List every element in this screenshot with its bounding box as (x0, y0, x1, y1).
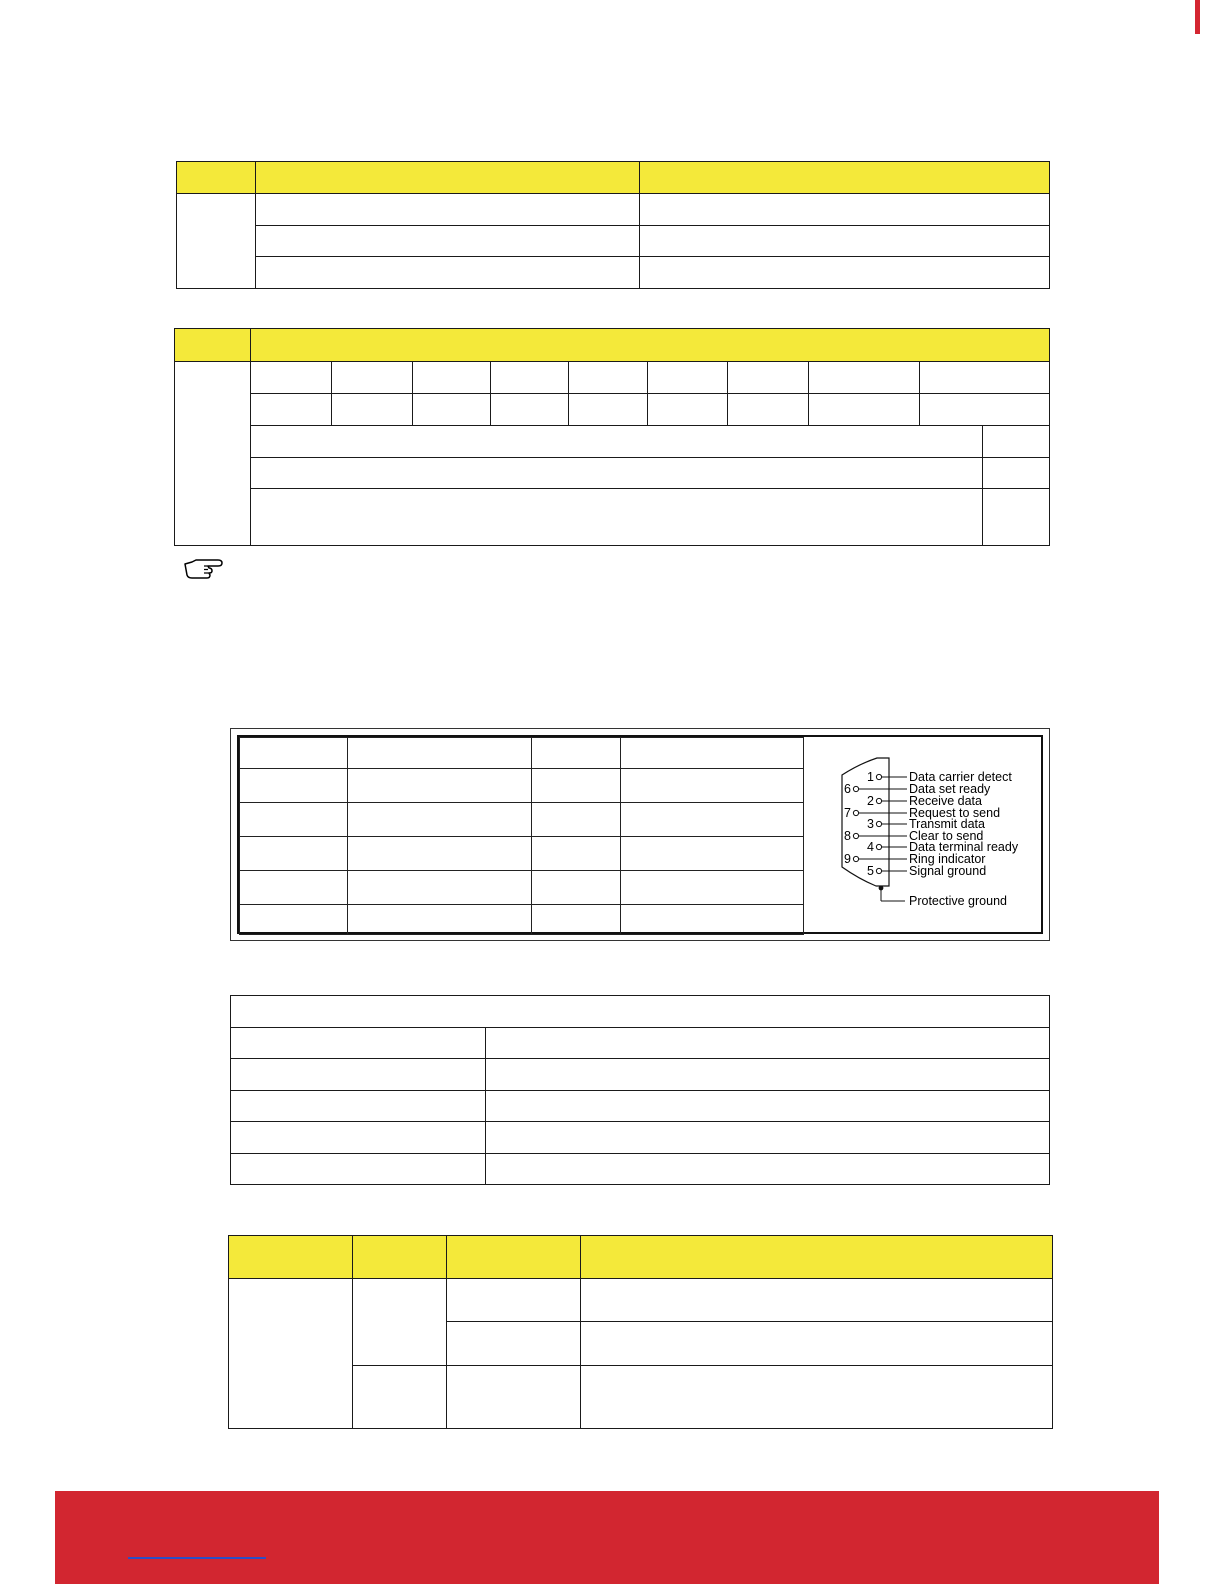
table-2-cell (251, 458, 983, 489)
pin-circle (876, 774, 881, 779)
pin-number-2: 2 (867, 794, 874, 808)
table-5-cell (581, 1366, 1053, 1429)
pin-cell (532, 769, 621, 803)
pin-signal-label: Receive data (909, 794, 982, 808)
table-5 (228, 1235, 1053, 1429)
table-2-cell (251, 426, 983, 458)
table-1-cell (256, 226, 640, 257)
table-4-cell (231, 1028, 486, 1059)
table-1-header-cell (177, 162, 256, 194)
table-5-header-cell (447, 1236, 581, 1279)
pin-cell (348, 803, 532, 837)
table-1-row-label (177, 194, 256, 289)
pin-circle (876, 821, 881, 826)
table-1 (176, 161, 1050, 289)
table-5-cell (353, 1279, 447, 1366)
pin-cell (240, 738, 348, 769)
table-4-title-cell (231, 996, 1050, 1028)
table-1-cell (640, 226, 1050, 257)
pin-cell (348, 769, 532, 803)
pin-cell (240, 837, 348, 871)
pin-number-4: 4 (867, 840, 874, 854)
pin-circle (876, 844, 881, 849)
table-2-cell (648, 394, 728, 426)
table-2-cell (251, 394, 332, 426)
pin-cell (532, 837, 621, 871)
table-5-header-cell (353, 1236, 447, 1279)
pin-number-6: 6 (844, 782, 851, 796)
table-2-cell (251, 489, 983, 546)
pin-cell (621, 837, 804, 871)
pin-cell (621, 803, 804, 837)
pin-assignment-box (230, 728, 1050, 941)
table-5-cell (447, 1366, 581, 1429)
table-2-cell (728, 394, 809, 426)
pin-number-3: 3 (867, 817, 874, 831)
table-5-header-cell (229, 1236, 353, 1279)
table-2-cell (983, 426, 1050, 458)
pin-circle (876, 868, 881, 873)
pin-signal-label: Transmit data (909, 817, 985, 831)
pin-cell (532, 871, 621, 905)
pin-signal-label: Data carrier detect (909, 770, 1012, 784)
pin-cell (240, 769, 348, 803)
table-2-row-label (175, 362, 251, 546)
table-2-cell (920, 394, 1050, 426)
pin-cell (348, 738, 532, 769)
pin-circle (853, 786, 858, 791)
ground-node (879, 886, 884, 891)
pin-cell (348, 905, 532, 935)
table-2-cell (569, 394, 648, 426)
pin-signal-label: Signal ground (909, 864, 987, 878)
pin-cell (532, 803, 621, 837)
table-2-cell (648, 362, 728, 394)
pin-cell (621, 738, 804, 769)
pin-cell (532, 738, 621, 769)
table-4-cell (231, 1154, 486, 1185)
table-2-cell (809, 394, 920, 426)
pin-cell (621, 871, 804, 905)
table-5-header-cell (581, 1236, 1053, 1279)
table-2-cell (983, 458, 1050, 489)
table-2-cell (251, 362, 332, 394)
table-4-cell (486, 1028, 1050, 1059)
footer-link-underline[interactable] (128, 1557, 266, 1559)
table-1-cell (640, 194, 1050, 226)
pin-signal-label: Data set ready (909, 782, 991, 796)
table-4-cell (231, 1059, 486, 1091)
table-1-cell (256, 194, 640, 226)
table-2-cell (809, 362, 920, 394)
table-1-cell (256, 257, 640, 289)
pin-signal-label: Ring indicator (909, 852, 986, 866)
table-2-cell (983, 489, 1050, 546)
table-5-cell (447, 1322, 581, 1366)
pin-circle (876, 798, 881, 803)
table-2 (174, 328, 1050, 546)
pin-cell (348, 871, 532, 905)
table-2-cell (332, 362, 413, 394)
table-4 (230, 995, 1050, 1185)
pointing-hand-icon (182, 556, 226, 582)
table-4-cell (231, 1122, 486, 1154)
table-2-cell (491, 394, 569, 426)
footer-band (55, 1491, 1159, 1584)
table-4-cell (231, 1091, 486, 1122)
table-5-cell (353, 1366, 447, 1429)
pin-signal-label: Data terminal ready (909, 840, 1019, 854)
pin-number-7: 7 (844, 806, 851, 820)
top-red-marker (1195, 0, 1200, 34)
table-2-cell (920, 362, 1050, 394)
pin-signal-label: Request to send (909, 806, 1001, 820)
pin-cell (348, 837, 532, 871)
pin-number-9: 9 (844, 852, 851, 866)
table-2-header-cell (251, 329, 1050, 362)
table-2-cell (491, 362, 569, 394)
pin-cell (532, 905, 621, 935)
table-1-cell (640, 257, 1050, 289)
table-4-cell (486, 1154, 1050, 1185)
table-2-cell (332, 394, 413, 426)
table-1-header-cell (256, 162, 640, 194)
pin-number-1: 1 (867, 770, 874, 784)
table-4-cell (486, 1059, 1050, 1091)
pin-circle (853, 856, 858, 861)
db9-connector-icon (807, 737, 1041, 932)
table-2-cell (413, 362, 491, 394)
table-4-cell (486, 1091, 1050, 1122)
pin-cell (240, 905, 348, 935)
pin-cell (240, 871, 348, 905)
pin-number-5: 5 (867, 864, 874, 878)
pin-cell (240, 803, 348, 837)
pin-assignment-inner (237, 735, 1043, 934)
pin-signal-label: Clear to send (909, 829, 984, 843)
table-5-cell (581, 1279, 1053, 1322)
table-5-cell (447, 1279, 581, 1322)
table-2-cell (728, 362, 809, 394)
table-1-header-cell (640, 162, 1050, 194)
table-2-cell (569, 362, 648, 394)
pin-circle (853, 833, 858, 838)
pin-number-8: 8 (844, 829, 851, 843)
table-2-cell (413, 394, 491, 426)
table-2-header-cell (175, 329, 251, 362)
pin-circle (853, 810, 858, 815)
protective-ground-label: Protective ground (909, 894, 1007, 908)
pin-cell (621, 769, 804, 803)
pin-cell (621, 905, 804, 935)
table-4-cell (486, 1122, 1050, 1154)
pin-assignment-table (239, 737, 804, 935)
table-5-cell (581, 1322, 1053, 1366)
table-5-cell (229, 1279, 353, 1429)
